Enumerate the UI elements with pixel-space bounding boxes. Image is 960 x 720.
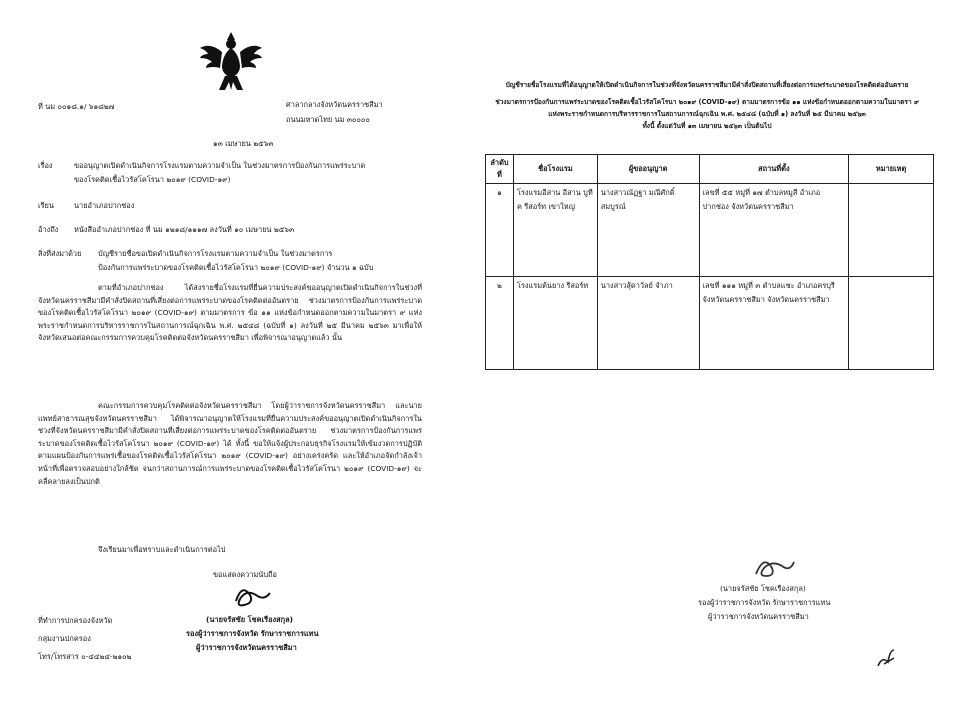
body-paragraph-1: ตามที่อำเภอปากช่อง ได้ส่งรายชื่อโรงแรมที่ยื่นความประสงค์ขออนุญาตเปิดดำเนินกิจการในช่วงที่จังหวัดนครราชสีมามีคำสั่งปิดสถานที่เสี่ยงต่อการแพร่ระบาดของโรคติดต่ออันตราย ช่วงมาตรการป้องกันการแพร่ระบาดของโรคติดเชื้อไวรัสโคโรนา ๒๐๑๙ (COVID-๑๙) ตามมาตรการ ข้อ ๑๑ แห่งข้อกำหนดออกตามความในมาตรา ๙ แห่งพระราชกำหนดการบริหารราชการในสถานการณ์ฉุกเฉิน พ.ศ. ๒๕๔๘ (ฉบับที่ ๑) ลงวันที่ ๒๕ มีนาคม ๒๕๖๓ มาเพื่อให้จังหวัดเสนอต่อคณะกรรมการควบคุมโรคติดต่อจังหวัดนครราชสีมา เพื่อพิจารณาอนุญาตแล้ว นั้น <box>38 283 422 343</box>
annex-signer-name: (นายจรัสชัย โชคเรืองสกุล) <box>720 584 806 593</box>
row-hotel: โรงแรมต้นยาง รีสอร์ท <box>513 277 597 370</box>
subject-line-1: ขออนุญาตเปิดดำเนินกิจการโรงแรมตามความจำเป็น ในช่วงมาตรการป้องกันการแพร่ระบาด <box>74 161 366 170</box>
to-recipient: นายอำเภอปากช่อง <box>74 201 135 210</box>
org-name: ศาลากลางจังหวัดนครราชสีมา <box>286 100 383 109</box>
annex-signer-position-2: ผู้ว่าราชการจังหวัดนครราชสีมา <box>708 612 809 621</box>
letter-page <box>8 12 458 682</box>
closing-regards: ขอแสดงความนับถือ <box>213 570 277 579</box>
col-header-note: หมายเหตุ <box>849 155 934 184</box>
office-name: ที่ทำการปกครองจังหวัด <box>38 616 113 625</box>
row-note <box>849 277 934 370</box>
table-row <box>486 277 934 370</box>
closing-line: จึงเรียนมาเพื่อทราบและดำเนินการต่อไป <box>98 545 226 554</box>
signature-mark <box>230 581 272 611</box>
table-row <box>486 184 934 277</box>
body-paragraph-2: คณะกรรมการควบคุมโรคติดต่อจังหวัดนครราชสีมา โดยผู้ว่าราชการจังหวัดนครราชสีมา และนายแพทย์สาธารณสุขจังหวัดนครราชสีมา ได้พิจารณาอนุญาตให้โรงแรมที่ยื่นความประสงค์ขออนุญาตเปิดดำเนินกิจการในช่วงที่จังหวัดนครราชสีมามีคำสั่งปิดสถานที่เสี่ยงต่อการแพร่ระบาดของโรคติดต่ออันตราย ช่วงมาตรการป้องกันการแพร่ระบาดของโรคติดเชื้อไวรัสโคโรนา ๒๐๑๙ (COVID-๑๙) ได้ ทั้งนี้ ขอให้แจ้งผู้ประกอบธุรกิจโรงแรมให้เข้มงวดการปฏิบัติตามแผนป้องกันการแพร่เชื้อของโรคติดเชื้อไวรัสโคโรนา ๒๐๑๙ (COVID-๑๙) อย่างเคร่งครัด และให้อำเภอจัดกำลังเจ้าหน้าที่เพื่อตรวจสอบอย่างใกล้ชิด จนกว่าสถานการณ์การแพร่ระบาดของโรคติดเชื้อไวรัสโคโรนา ๒๐๑๙ (COVID-๑๙) จะคลี่คลายลงเป็นปกติ <box>38 401 422 486</box>
office-phone: โทร/โทรสาร ๐-๔๔๒๔-๒๑๐๒ <box>38 652 132 661</box>
signer-name: (นายจรัสชัย โชคเรืองสกุล) <box>206 615 294 624</box>
subject-line-2: ของโรคติดเชื้อไวรัสโคโรนา ๒๐๑๙ (COVID-๑๙) <box>74 175 231 184</box>
ref-number: ที่ นม ๐๐๑๘.๑/ ๖๑๘๒๗ <box>38 102 115 111</box>
annex-header-1: บัญชีรายชื่อโรงแรมที่ได้อนุญาตให้เปิดดำเนินกิจการในช่วงที่จังหวัดนครราชสีมามีคำสั่งปิดสถานที่เสี่ยงต่อการแพร่ระบาดของโรคติดต่ออันตราย <box>505 81 909 89</box>
annex-header-4: ทั้งนี้ ตั้งแต่วันที่ ๑๓ เมษายน ๒๕๖๓ เป็นต้นไป <box>642 122 772 130</box>
row-no: ๑ <box>486 184 514 277</box>
signer-position-2: ผู้ว่าราชการจังหวัดนครราชสีมา <box>196 643 297 652</box>
row-no: ๒ <box>486 277 514 370</box>
reference-text: หนังสืออำเภอปากช่อง ที่ นม ๑๒๑๘/๑๑๑๗ ลงวันที่ ๑๐ เมษายน ๒๕๖๓ <box>74 225 295 234</box>
initial-mark <box>874 648 900 670</box>
enclosure-line-1: บัญชีรายชื่อขอเปิดดำเนินกิจการโรงแรมตามความจำเป็น ในช่วงมาตรการ <box>98 249 333 258</box>
row-applicant: นางสาวณัฏฐา มณีศักดิ์สมบูรณ์ <box>597 184 699 277</box>
col-header-applicant: ผู้ขออนุญาต <box>597 155 699 184</box>
to-label: เรียน <box>38 201 54 210</box>
reference-label: อ้างถึง <box>38 225 59 234</box>
row-location: เลขที่ ๕๕ หมู่ที่ ๑๗ ตำบลหมูสี อำเภอปากช่อง จังหวัดนครราชสีมา <box>699 184 849 277</box>
table-header-row <box>486 155 934 184</box>
row-hotel: โรงแรมอีสาน อีสาน บูทีค รีสอร์ท เขาใหญ่ <box>513 184 597 277</box>
annex-header-2: ช่วงมาตรการป้องกันการแพร่ระบาดของโรคติดเชื้อไวรัสโคโรนา ๒๐๑๙ (COVID-๑๙) ตามมาตรการข้อ ๑๑ แห่งข้อกำหนดออกตามความในมาตรา ๙ <box>495 98 919 106</box>
annex-page <box>462 60 952 720</box>
letter-date: ๑๓ เมษายน ๒๕๖๓ <box>213 139 274 148</box>
col-header-no: ลำดับที่ <box>486 155 514 184</box>
row-applicant: นางสาวสุ้ดาวัลย์ จำภา <box>597 277 699 370</box>
hotel-list-table <box>485 154 934 370</box>
subject-label: เรื่อง <box>38 161 53 170</box>
annex-signature-mark <box>752 552 798 582</box>
enclosure-line-2: ป้องกันการแพร่ระบาดของโรคติดเชื้อไวรัสโคโรนา ๒๐๑๙ (COVID-๑๙) จำนวน ๑ ฉบับ <box>98 263 374 272</box>
enclosure-label: สิ่งที่ส่งมาด้วย <box>38 249 82 258</box>
annex-signer-position-1: รองผู้ว่าราชการจังหวัด รักษาราชการแทน <box>698 598 831 607</box>
row-location: เลขที่ ๑๑๑ หมู่ที่ ๓ ตำบลแชะ อำเภอครบุรี จังหวัดนครราชสีมา จังหวัดนครราชสีมา <box>699 277 849 370</box>
row-note <box>849 184 934 277</box>
annex-header-3: แห่งพระราชกำหนดการบริหารราชการในสถานการณ์ฉุกเฉิน พ.ศ. ๒๕๔๘ (ฉบับที่ ๑) ลงวันที่ ๒๕ มีนาคม ๒๕๖๓ <box>548 110 866 118</box>
garuda-emblem <box>198 30 264 96</box>
office-division: กลุ่มงานปกครอง <box>38 634 91 643</box>
col-header-hotel: ชื่อโรงแรม <box>513 155 597 184</box>
col-header-location: สถานที่ตั้ง <box>699 155 849 184</box>
signer-position-1: รองผู้ว่าราชการจังหวัด รักษาราชการแทน <box>186 629 319 638</box>
org-address: ถนนมหาดไทย นม ๓๐๐๐๐ <box>286 115 370 124</box>
